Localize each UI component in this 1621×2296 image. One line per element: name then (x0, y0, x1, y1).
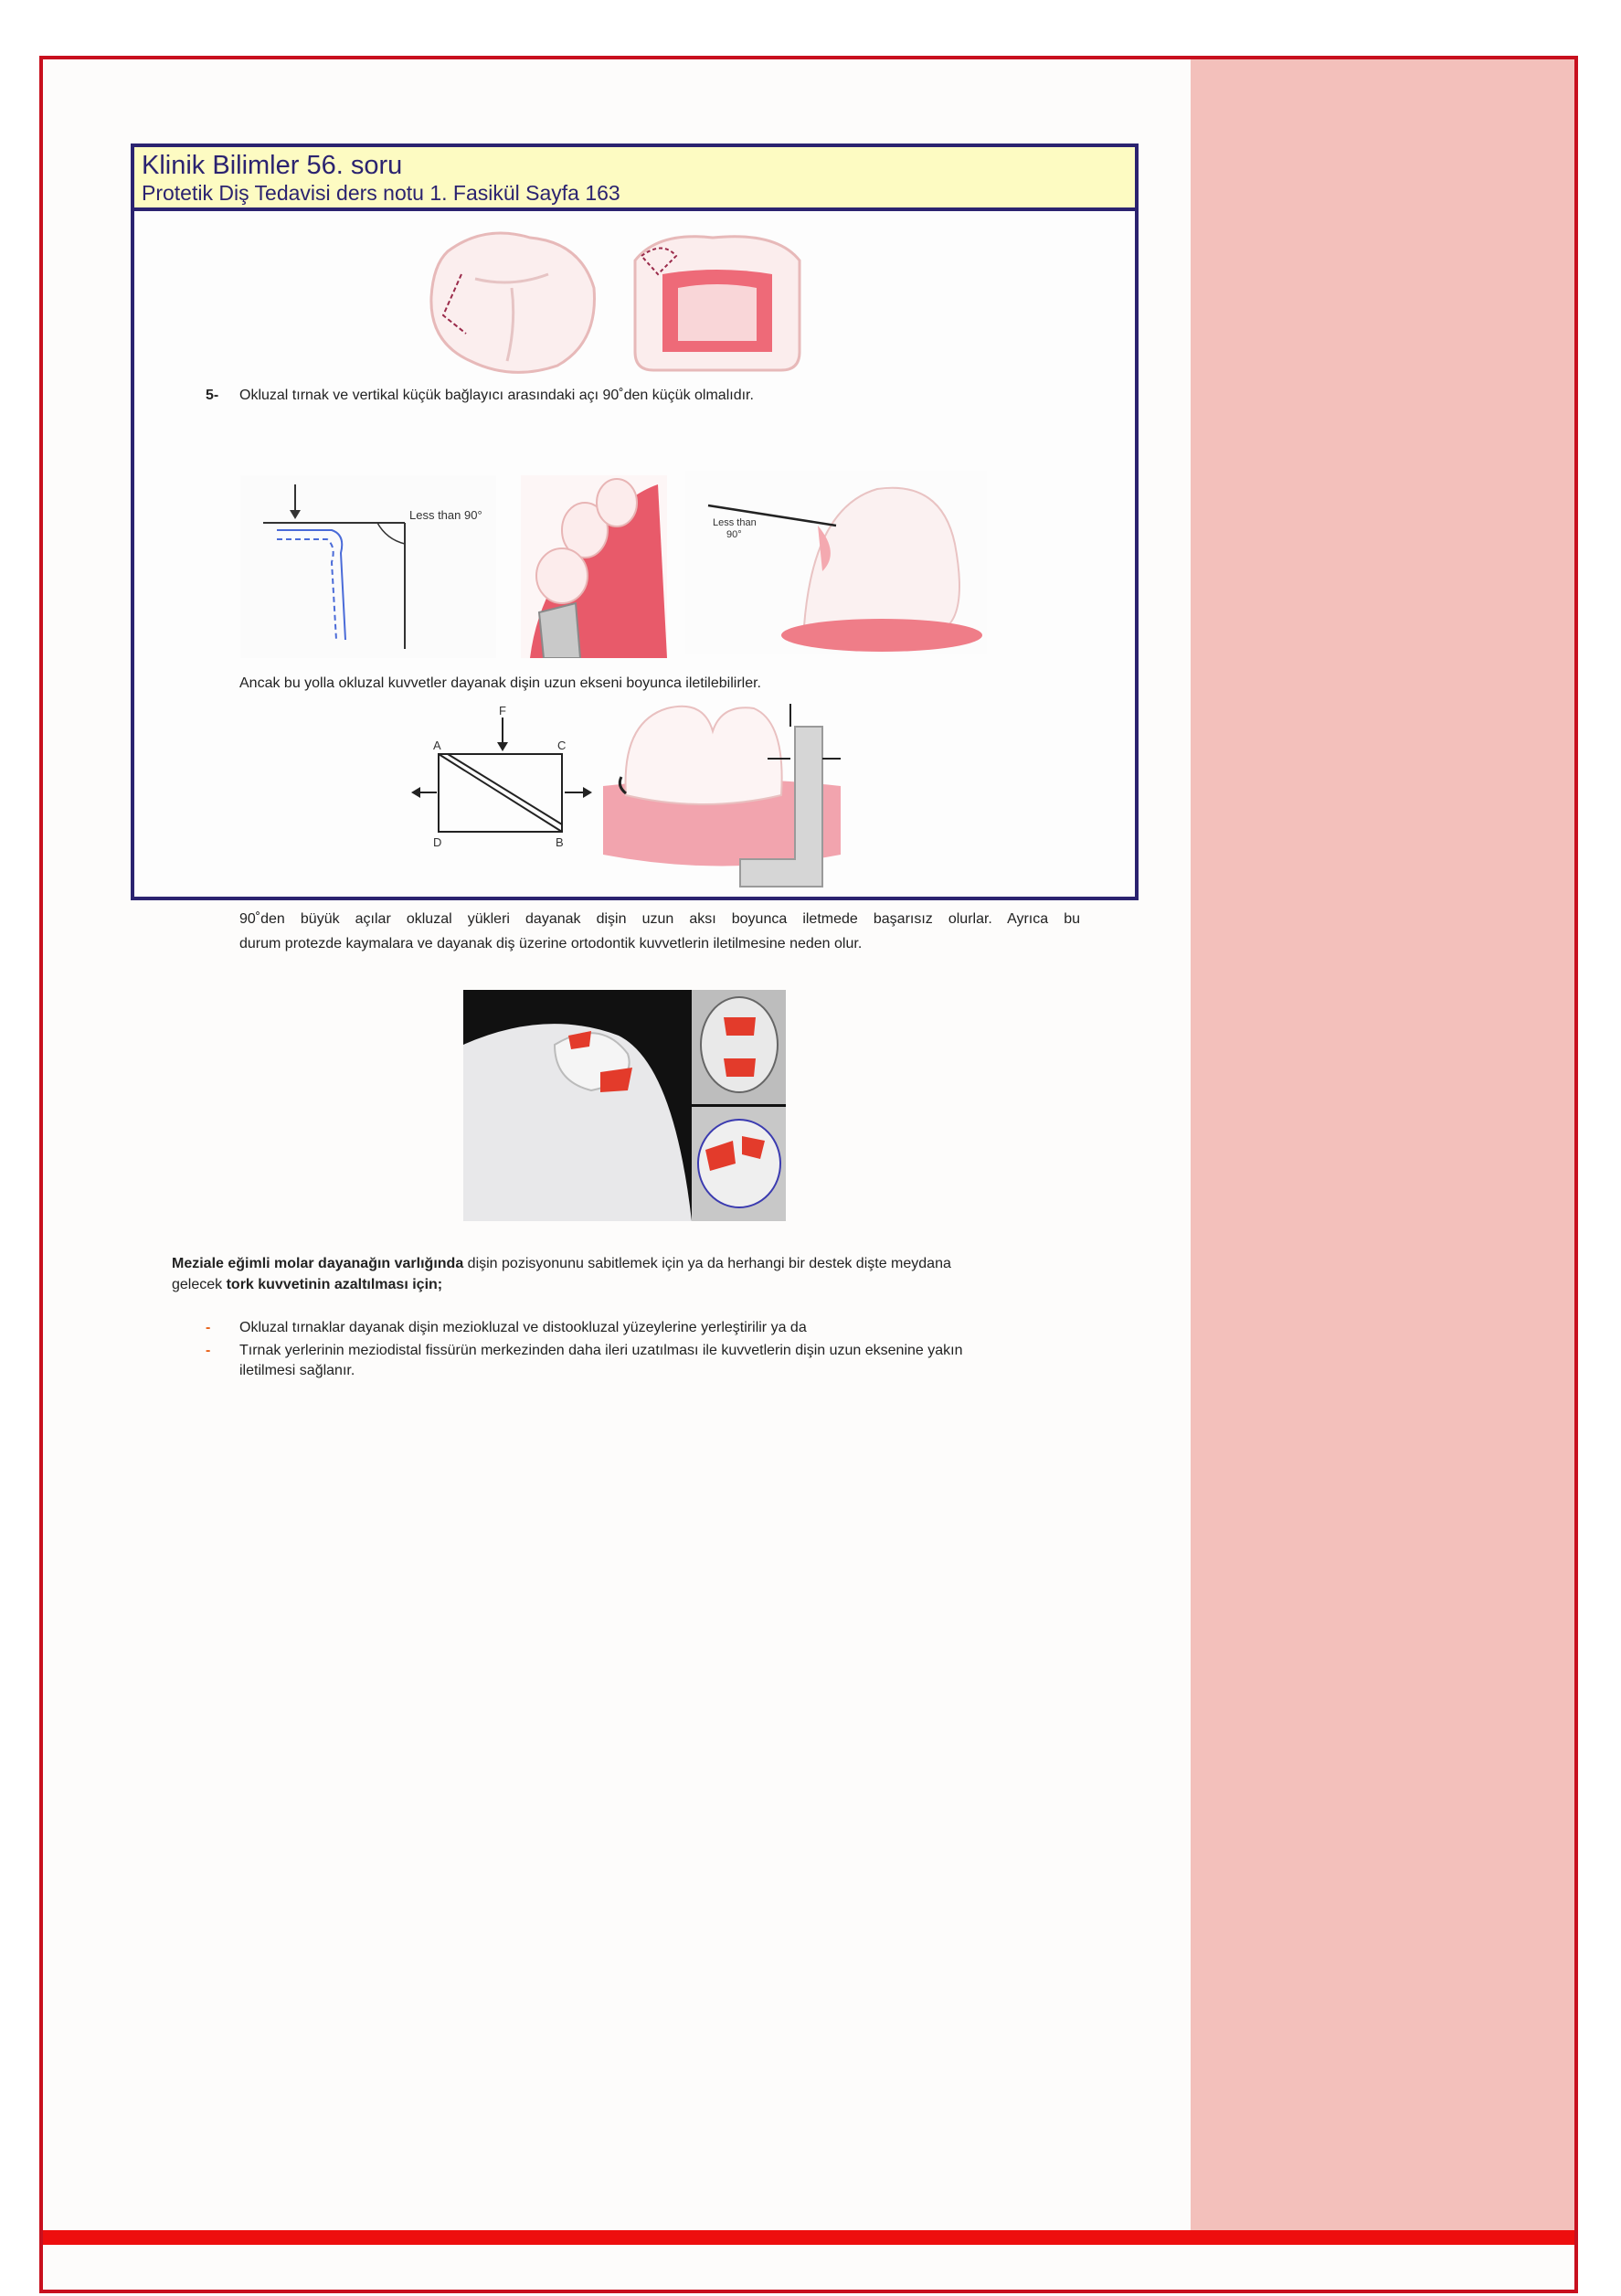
mesial-text-1: dişin pozisyonunu sabitlemek için ya da herhangi bir destek dişte meydana (463, 1256, 951, 1271)
question-source: Protetik Diş Tedavisi ders notu 1. Fasikül Sayfa 163 (142, 181, 620, 205)
force-label-d: D (433, 835, 442, 849)
angle-label-1: Less than 90° (409, 508, 482, 522)
bullet-1 (206, 1316, 807, 1340)
force-diagram-figure (411, 704, 594, 850)
item-number: 5- (206, 388, 219, 403)
question-title: Klinik Bilimler 56. soru (142, 151, 403, 180)
side-panel (1191, 59, 1574, 2232)
force-label-a: A (433, 739, 441, 752)
paragraph-line-1: 90˚den büyük açılar okluzal yükleri dayanak dişin uzun aksı boyunca iletmede başarısız olurlar. Ayrıca bu (239, 911, 1080, 927)
force-label-b: B (556, 835, 564, 849)
angle-label-2a: Less than (713, 517, 757, 528)
bullet-text: Tırnak yerlerinin meziodistal fissürün merkezinden daha ileri uzatılması ile kuvvetlerin dişin uzun eksenine yakın (239, 1343, 963, 1358)
load-transfer-note: Ancak bu yolla okluzal kuvvetler dayanak dişin uzun ekseni boyunca iletilebilirler. (239, 675, 761, 691)
force-label-c: C (557, 739, 567, 752)
tooth-section-figure (621, 224, 813, 379)
mesial-bold-2: tork kuvvetinin azaltılması için; (226, 1277, 443, 1292)
bullet-dash: - (206, 1343, 211, 1358)
angle-diagram-figure (240, 475, 496, 658)
mesial-bold-1: Meziale eğimli molar dayanağın varlığında (172, 1256, 464, 1271)
clasp-photo-figure (521, 475, 667, 658)
cast-photo-figure (463, 990, 786, 1221)
paragraph-line-2: durum protezde kaymalara ve dayanak diş üzerine ortodontik kuvvetlerin iletilmesine neden olur. (239, 936, 863, 951)
bullet-2-continuation: iletilmesi sağlanır. (239, 1363, 355, 1378)
bullet-dash: - (206, 1320, 211, 1335)
molar-clasp-figure (603, 695, 841, 891)
angle-label-2b: 90° (726, 529, 742, 540)
tooth-occlusal-figure (420, 224, 603, 379)
bullet-text: Okluzal tırnaklar dayanak dişin meziokluzal ve distookluzal yüzeylerine yerleştirilir ya da (239, 1320, 807, 1335)
mesial-line-2 (172, 1273, 442, 1297)
mesial-text-2: gelecek (172, 1277, 227, 1292)
bottom-bar (43, 2230, 1574, 2245)
item-text: Okluzal tırnak ve vertikal küçük bağlayıcı arasındaki açı 90˚den küçük olmalıdır. (239, 388, 754, 403)
question-header (134, 147, 1135, 211)
force-label-f: F (499, 704, 506, 718)
rest-angle-figure (685, 471, 987, 654)
